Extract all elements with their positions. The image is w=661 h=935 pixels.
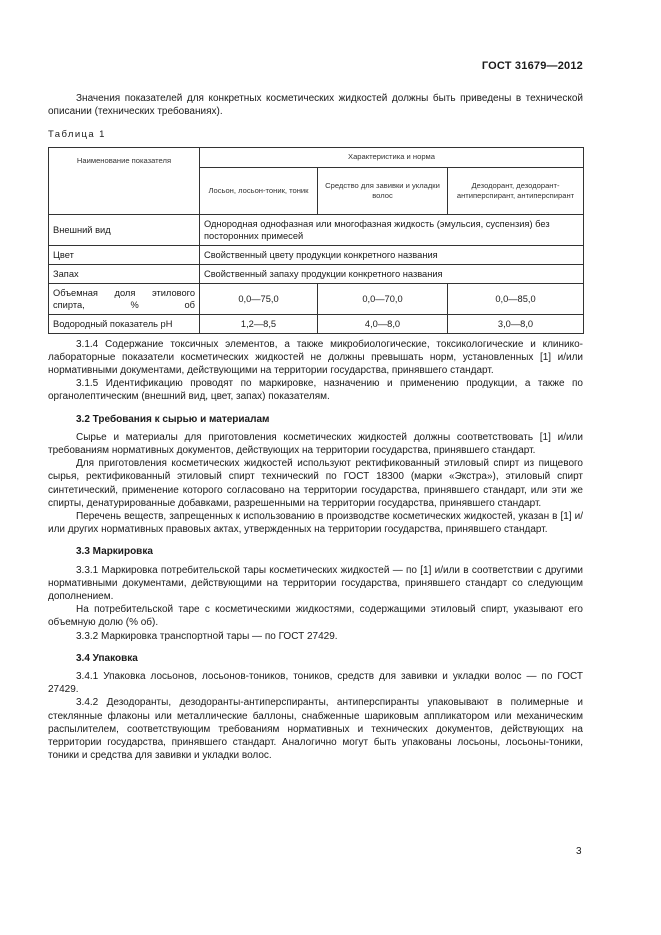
table-row bbox=[49, 314, 584, 333]
row-name-smell: Запах bbox=[49, 264, 200, 283]
cell-alcohol-lotion: 0,0—75,0 bbox=[200, 283, 318, 314]
document-body bbox=[48, 92, 583, 763]
col-header-group: Характеристика и норма bbox=[200, 147, 584, 167]
paragraph-3-4-1: 3.4.1 Упаковка лосьонов, лосьонов-тоников, тоников, средств для завивки и укладки волос — по ГОСТ 27429. bbox=[48, 671, 583, 696]
row-value-appearance: Однородная однофазная или многофазная жидкость (эмульсия, суспензия) без посторонних примесей bbox=[200, 214, 584, 245]
paragraph-3-3-2: На потребительской таре с косметическими жидкостями, содержащими этиловый спирт, указывают его объемную долю (% об). bbox=[48, 604, 583, 629]
document-id: ГОСТ 31679—2012 bbox=[481, 60, 583, 72]
row-value-color: Свойственный цвету продукции конкретного названия bbox=[200, 245, 584, 264]
row-name-appearance: Внешний вид bbox=[49, 214, 200, 245]
col-header-hair-styling: Средство для завивки и укладки волос bbox=[318, 167, 448, 214]
section-title-3-2: 3.2 Требования к сырью и материалам bbox=[76, 413, 270, 425]
col-header-lotion: Лосьон, лосьон-тоник, тоник bbox=[200, 167, 318, 214]
paragraph-3-1-5: 3.1.5 Идентификацию проводят по маркировке, назначению и применению продукции, а также по органолептическим (внешний вид, цвет, запах) показателям. bbox=[48, 378, 583, 403]
paragraph-3-4-2: 3.4.2 Дезодоранты, дезодоранты-антиперспиранты, антиперспиранты упаковывают в полимерные и стеклянные флаконы или металлические баллоны, снабженные шариковым аппликатором или механическим распылителем, соответствующим требованиям нормативных и технических документов, действующих на территории государства, принявшего стандарт. Аналогично могут быть упакованы лосьоны, лосьоны-тоники, тоники и средства для завивки и укладки волос. bbox=[48, 697, 583, 762]
paragraph-3-1-4: 3.1.4 Содержание токсичных элементов, а также микробиологические, токсикологические и клинико-лабораторные показатели косметических жидкостей не должны превышать норм, установленных [1] и/или нормативными документами, действующими на территории государства, принявшего стандарт. bbox=[48, 338, 583, 377]
col-header-deodorant: Дезодорант, дезодорант-антиперспирант, антиперспирант bbox=[448, 167, 584, 214]
table-header-row bbox=[49, 147, 584, 167]
section-title-3-4: 3.4 Упаковка bbox=[76, 652, 138, 664]
row-value-smell: Свойственный запаху продукции конкретного названия bbox=[200, 264, 584, 283]
paragraph-3-2-1: Сырье и материалы для приготовления косметических жидкостей должны соответствовать [1] и/или требованиям нормативных документов, действующих на территории государства, принявшего стандарт. bbox=[48, 431, 583, 457]
page-number: 3 bbox=[576, 846, 582, 857]
paragraph-3-2-3: Перечень веществ, запрещенных к использованию в производстве косметических жидкостей, указан в [1] и/или других нормативных правовых актах, утвержденных на территории государства, принявшего стандарт. bbox=[48, 511, 583, 536]
paragraph-3-2-2: Для приготовления косметических жидкостей используют ректификованный этиловый спирт из пищевого сырья, ректификованный этиловый спирт технический по ГОСТ 18300 (марки «Экстра»), этиловый спирт синтетический, применение которого согласовано на территории государства, принявшего стандарт, или эти же спирты, денатурированные добавками, разрешенными на территории государства, принявшего стандарт. bbox=[48, 458, 583, 509]
section-title-3-3: 3.3 Маркировка bbox=[76, 546, 153, 558]
indicators-table bbox=[48, 147, 584, 334]
table-row bbox=[49, 245, 584, 264]
table-row bbox=[49, 264, 584, 283]
cell-alcohol-deodorant: 0,0—85,0 bbox=[448, 283, 584, 314]
col-header-name: Наименование показателя bbox=[49, 147, 200, 214]
row-name-ph: Водородный показатель рН bbox=[49, 314, 200, 333]
cell-ph-hair: 4,0—8,0 bbox=[318, 314, 448, 333]
paragraph-3-3-1: 3.3.1 Маркировка потребительской тары косметических жидкостей — по [1] и/или в соответствии с другими нормативными документами, действующими на территории государства, принявшего стандарт со следующим дополнением. bbox=[48, 564, 583, 603]
row-name-alcohol: Объемная доля этилового спирта, % об bbox=[49, 283, 200, 314]
cell-alcohol-hair: 0,0—70,0 bbox=[318, 283, 448, 314]
table-caption: Таблица 1 bbox=[48, 129, 106, 141]
paragraph-3-3-3: 3.3.2 Маркировка транспортной тары — по ГОСТ 27429. bbox=[76, 630, 338, 642]
table-row bbox=[49, 283, 584, 314]
cell-ph-deodorant: 3,0—8,0 bbox=[448, 314, 584, 333]
table-row bbox=[49, 214, 584, 245]
cell-ph-lotion: 1,2—8,5 bbox=[200, 314, 318, 333]
intro-paragraph: Значения показателей для конкретных косметических жидкостей должны быть приведены в технической описании (технических требованиях). bbox=[48, 93, 583, 118]
row-name-color: Цвет bbox=[49, 245, 200, 264]
